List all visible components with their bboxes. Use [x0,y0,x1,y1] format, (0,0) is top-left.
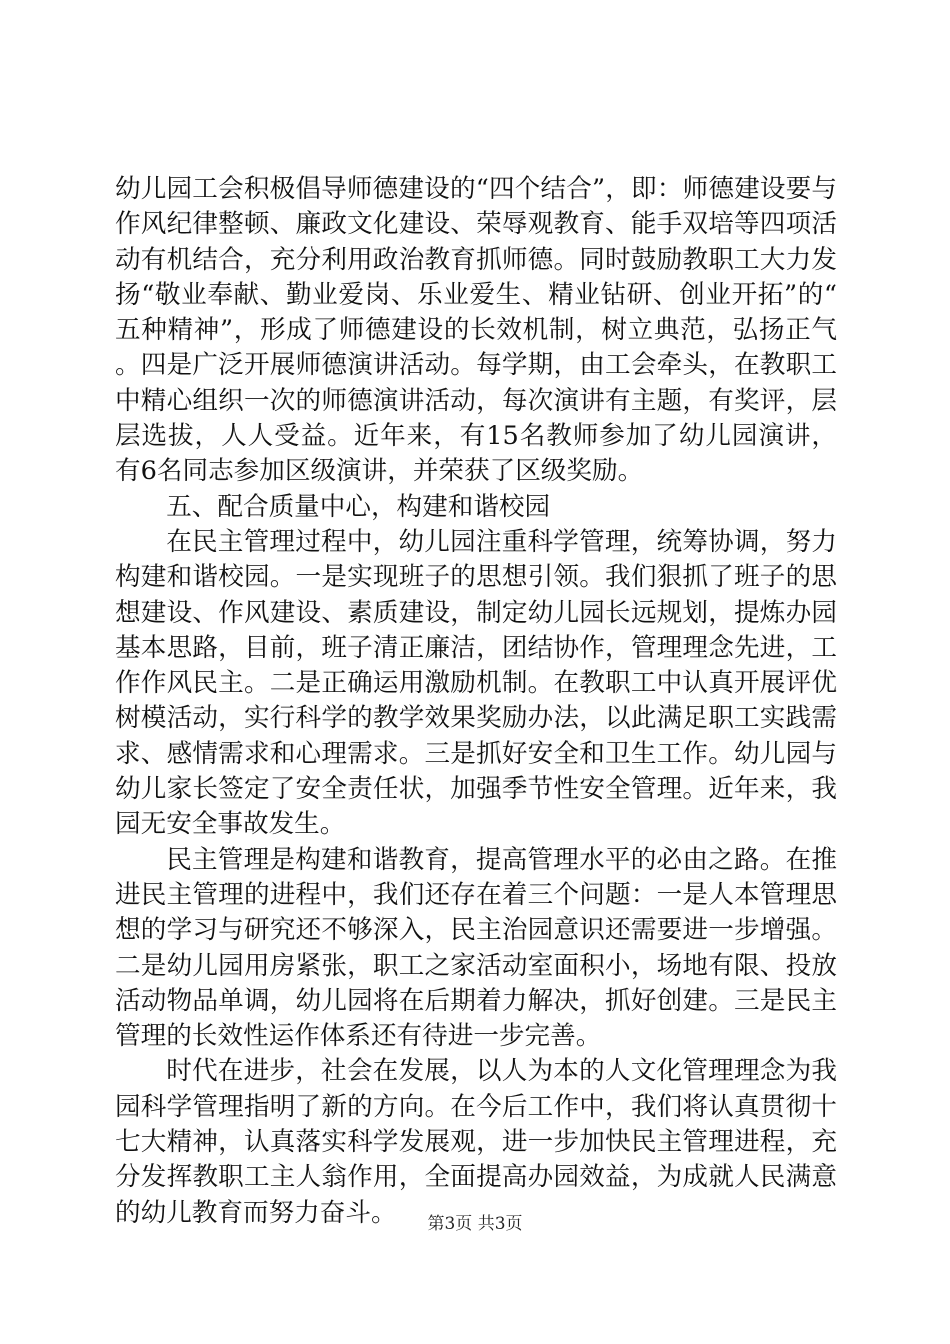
paragraph-3: 民主管理是构建和谐教育，提高管理水平的必由之路。在推进民主管理的进程中，我们还存在着三个问题：一是人本管理思想的学习与研究还不够深入，民主治园意识还需要进一步增强。二是幼儿园用房紧张，职工之家活动室面积小，场地有限、投放活动物品单调，幼儿园将在后期着力解决，抓好创建。三是民主管理的长效性运作体系还有待进一步完善。 [115,844,837,1052]
document-body [115,172,837,1231]
paragraph-2: 在民主管理过程中，幼儿园注重科学管理，统筹协调，努力构建和谐校园。一是实现班子的思想引领。我们狠抓了班子的思想建设、作风建设、素质建设，制定幼儿园长远规划，提炼办园基本思路，目前，班子清正廉洁，团结协作，管理理念先进，工作作风民主。二是正确运用激励机制。在教职工中认真开展评优树模活动，实行科学的教学效果奖励办法，以此满足职工实践需求、感情需求和心理需求。三是抓好安全和卫生工作。幼儿园与幼儿家长签定了安全责任状，加强季节性安全管理。近年来，我园无安全事故发生。 [115,526,837,840]
section-heading: 五、配合质量中心，构建和谐校园 [166,491,551,522]
paragraph-1: 幼儿园工会积极倡导师德建设的“四个结合”，即：师德建设要与作风纪律整顿、廉政文化建设、荣辱观教育、能手双培等四项活动有机结合，充分利用政治教育抓师德。同时鼓励教职工大力发扬“敬业奉献、勤业爱岗、乐业爱生、精业钻研、创业开拓”的“五种精神”，形成了师德建设的长效机制，树立典范，弘扬正气。四是广泛开展师德演讲活动。每学期，由工会牵头，在教职工中精心组织一次的师德演讲活动，每次演讲有主题，有奖评，层层选拔，人人受益。近年来，有15名教师参加了幼儿园演讲，有6名同志参加区级演讲，并荣获了区级奖励。 [115,174,837,487]
page-footer: 第3页 共3页 [427,1214,523,1234]
paragraph-4: 时代在进步，社会在发展，以人为本的人文化管理理念为我园科学管理指明了新的方向。在今后工作中，我们将认真贯彻十七大精神，认真落实科学发展观，进一步加快民主管理进程，充分发挥教职工主人翁作用，全面提高办园效益，为成就人民满意的幼儿教育而努力奋斗。 [115,1056,837,1228]
